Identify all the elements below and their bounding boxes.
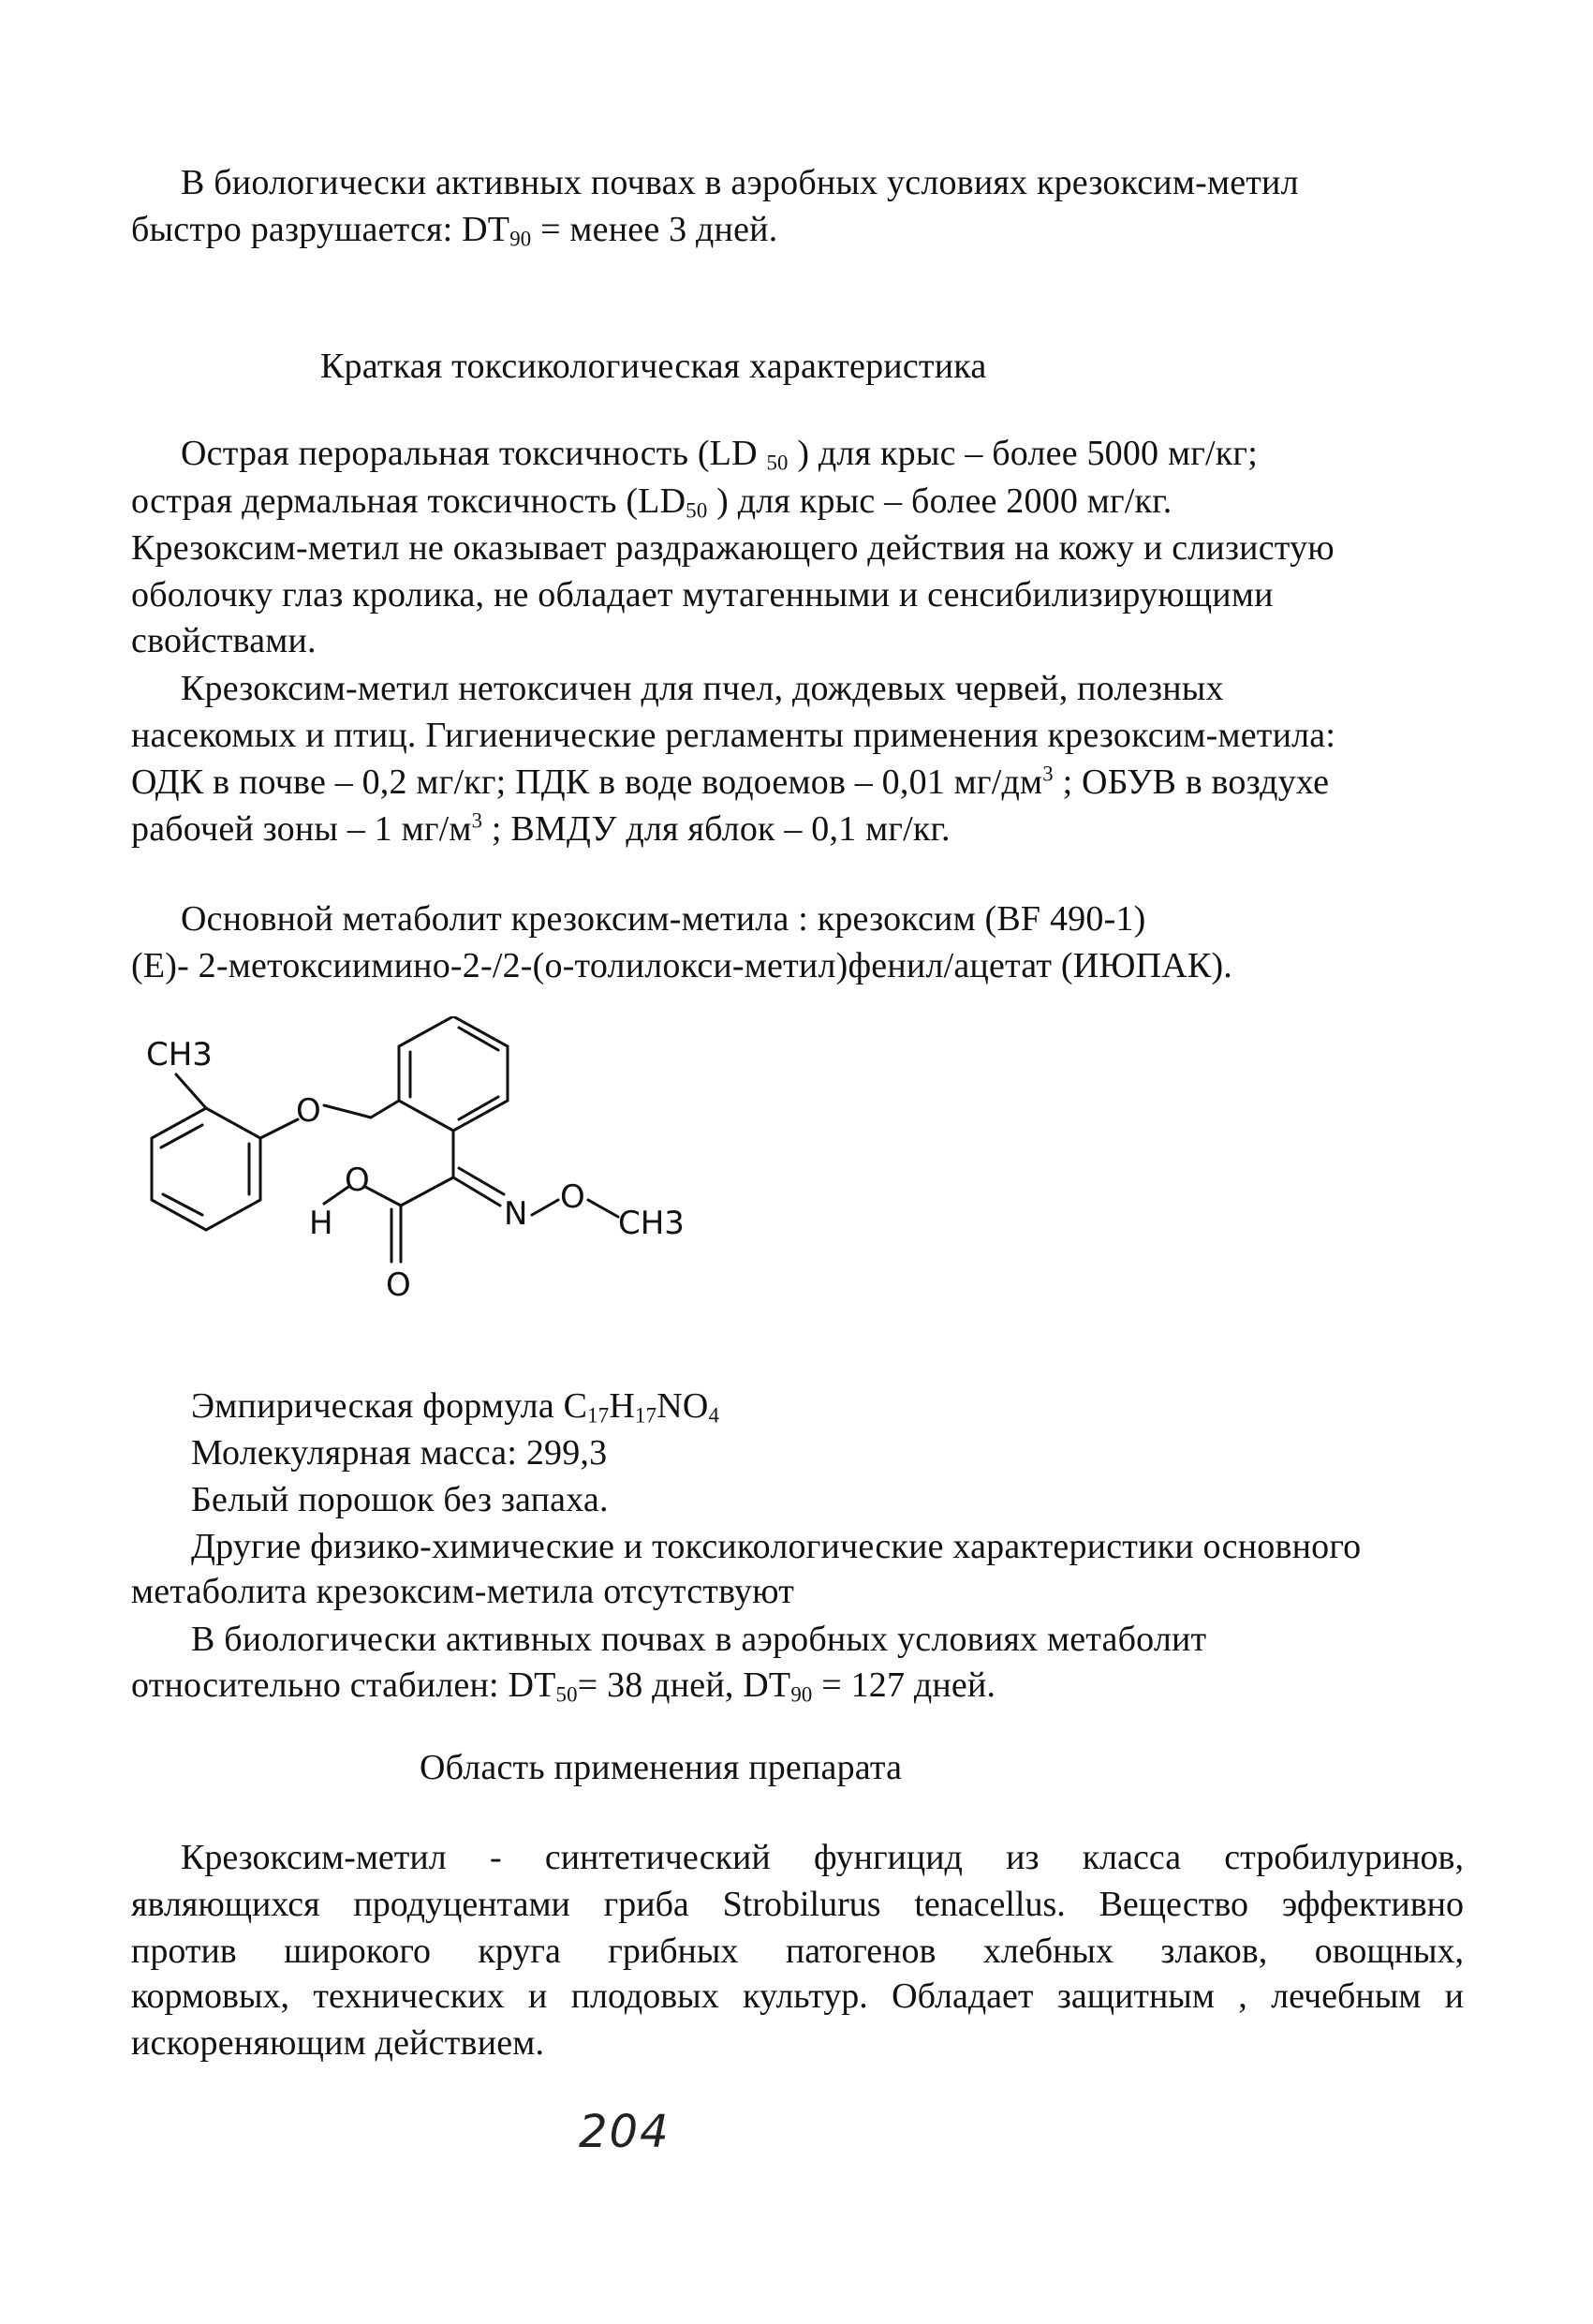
usage-line-4: кормовых, технических и плодовых культур. Обладает защитным , лечебным и (131, 1976, 1464, 2016)
metabolite-line-2: (Е)- 2-метоксиимино-2-/2-(о-толилокси-метил)фенил/ацетат (ИЮПАК). (131, 946, 1233, 985)
usage-line-3: против широкого круга грибных патогенов хлебных злаков, овощных, (131, 1932, 1464, 1971)
structure-label-o-oxime: O (560, 1178, 585, 1216)
eco-line-2: насекомых и птиц. Гигиенические регламенты применения крезоксим-метила: (131, 716, 1336, 755)
usage-line-5: искореняющим действием. (131, 2023, 545, 2063)
section-heading-application: Область применения препарата (420, 1748, 903, 1787)
structure-label-ch3-top: CH3 (146, 1036, 213, 1073)
structure-label-o-ether: O (296, 1092, 321, 1130)
chemical-structure-diagram (140, 1016, 759, 1335)
metabolite-line-1: Основной метаболит крезоксим-метила : крезоксим (BF 490-1) (181, 899, 1146, 939)
structure-label-h: H (309, 1205, 333, 1242)
other-characteristics-line-1: Другие физико-химические и токсикологические характеристики основного (191, 1527, 1362, 1566)
eco-line-3: ОДК в почве – 0,2 мг/кг; ПДК в воде водоемов – 0,01 $мг/дм^3$ ; ОБУВ в воздухе (131, 762, 1330, 802)
usage-line-2: являющихся продуцентами гриба Strobilurus tenacellus. Вещество эффективно (131, 1885, 1464, 1924)
section-heading-toxicology: Краткая токсикологическая характеристика (320, 347, 987, 386)
appearance: Белый порошок без запаха. (191, 1480, 609, 1519)
tox-line-5: свойствами. (131, 621, 317, 660)
tox-line-4: оболочку глаз кролика, не обладает мутагенными и сенсибилизирующими (131, 575, 1274, 614)
structure-label-ch3-right: CH3 (618, 1205, 685, 1242)
tox-line-3: Крезоксим-метил не оказывает раздражающего действия на кожу и слизистую (131, 528, 1335, 568)
usage-line-1: Крезоксим-метил - синтетический фунгицид из класса стробилуринов, (181, 1838, 1464, 1877)
paragraph-1-line-1: В биологически активных почвах в аэробных условиях крезоксим-метил (181, 163, 1299, 202)
paragraph-1-line-2: быстро разрушается: $DT_{90}$ = менее 3 дней. (131, 210, 778, 251)
structure-label-o-acid: O (345, 1162, 370, 1199)
molecular-mass: Молекулярная масса: 299,3 (191, 1433, 608, 1473)
empirical-formula: Эмпирическая формула $C_{17}H_{17}NO_4$ (191, 1386, 720, 1428)
tox-line-2: острая дермальная токсичность ($LD_{50}$ ) для крыс – более 2000 мг/кг. (131, 481, 1173, 523)
eco-line-4: рабочей зоны – 1 $мг/м^3$ ; ВМДУ для яблок – 0,1 мг/кг. (131, 808, 951, 849)
other-characteristics-line-2: метаболита крезоксим-метила отсутствуют (131, 1572, 795, 1611)
page-number: 204 (579, 2106, 671, 2158)
tox-line-1: Острая пероральная токсичность (LD $_{50}$ ) для крыс – более 5000 мг/кг; (181, 434, 1258, 475)
structure-label-n: N (504, 1195, 528, 1233)
eco-line-1: Крезоксим-метил нетоксичен для пчел, дождевых червей, полезных (181, 669, 1224, 708)
soil-stability-line-1: В биологически активных почвах в аэробных условиях метаболит (191, 1620, 1207, 1659)
structure-label-o-carbonyl: O (386, 1266, 411, 1304)
soil-stability-line-2: относительно стабилен: $DT_{50}= 38$ дней, $DT_{90} = 127$ дней. (131, 1665, 996, 1707)
